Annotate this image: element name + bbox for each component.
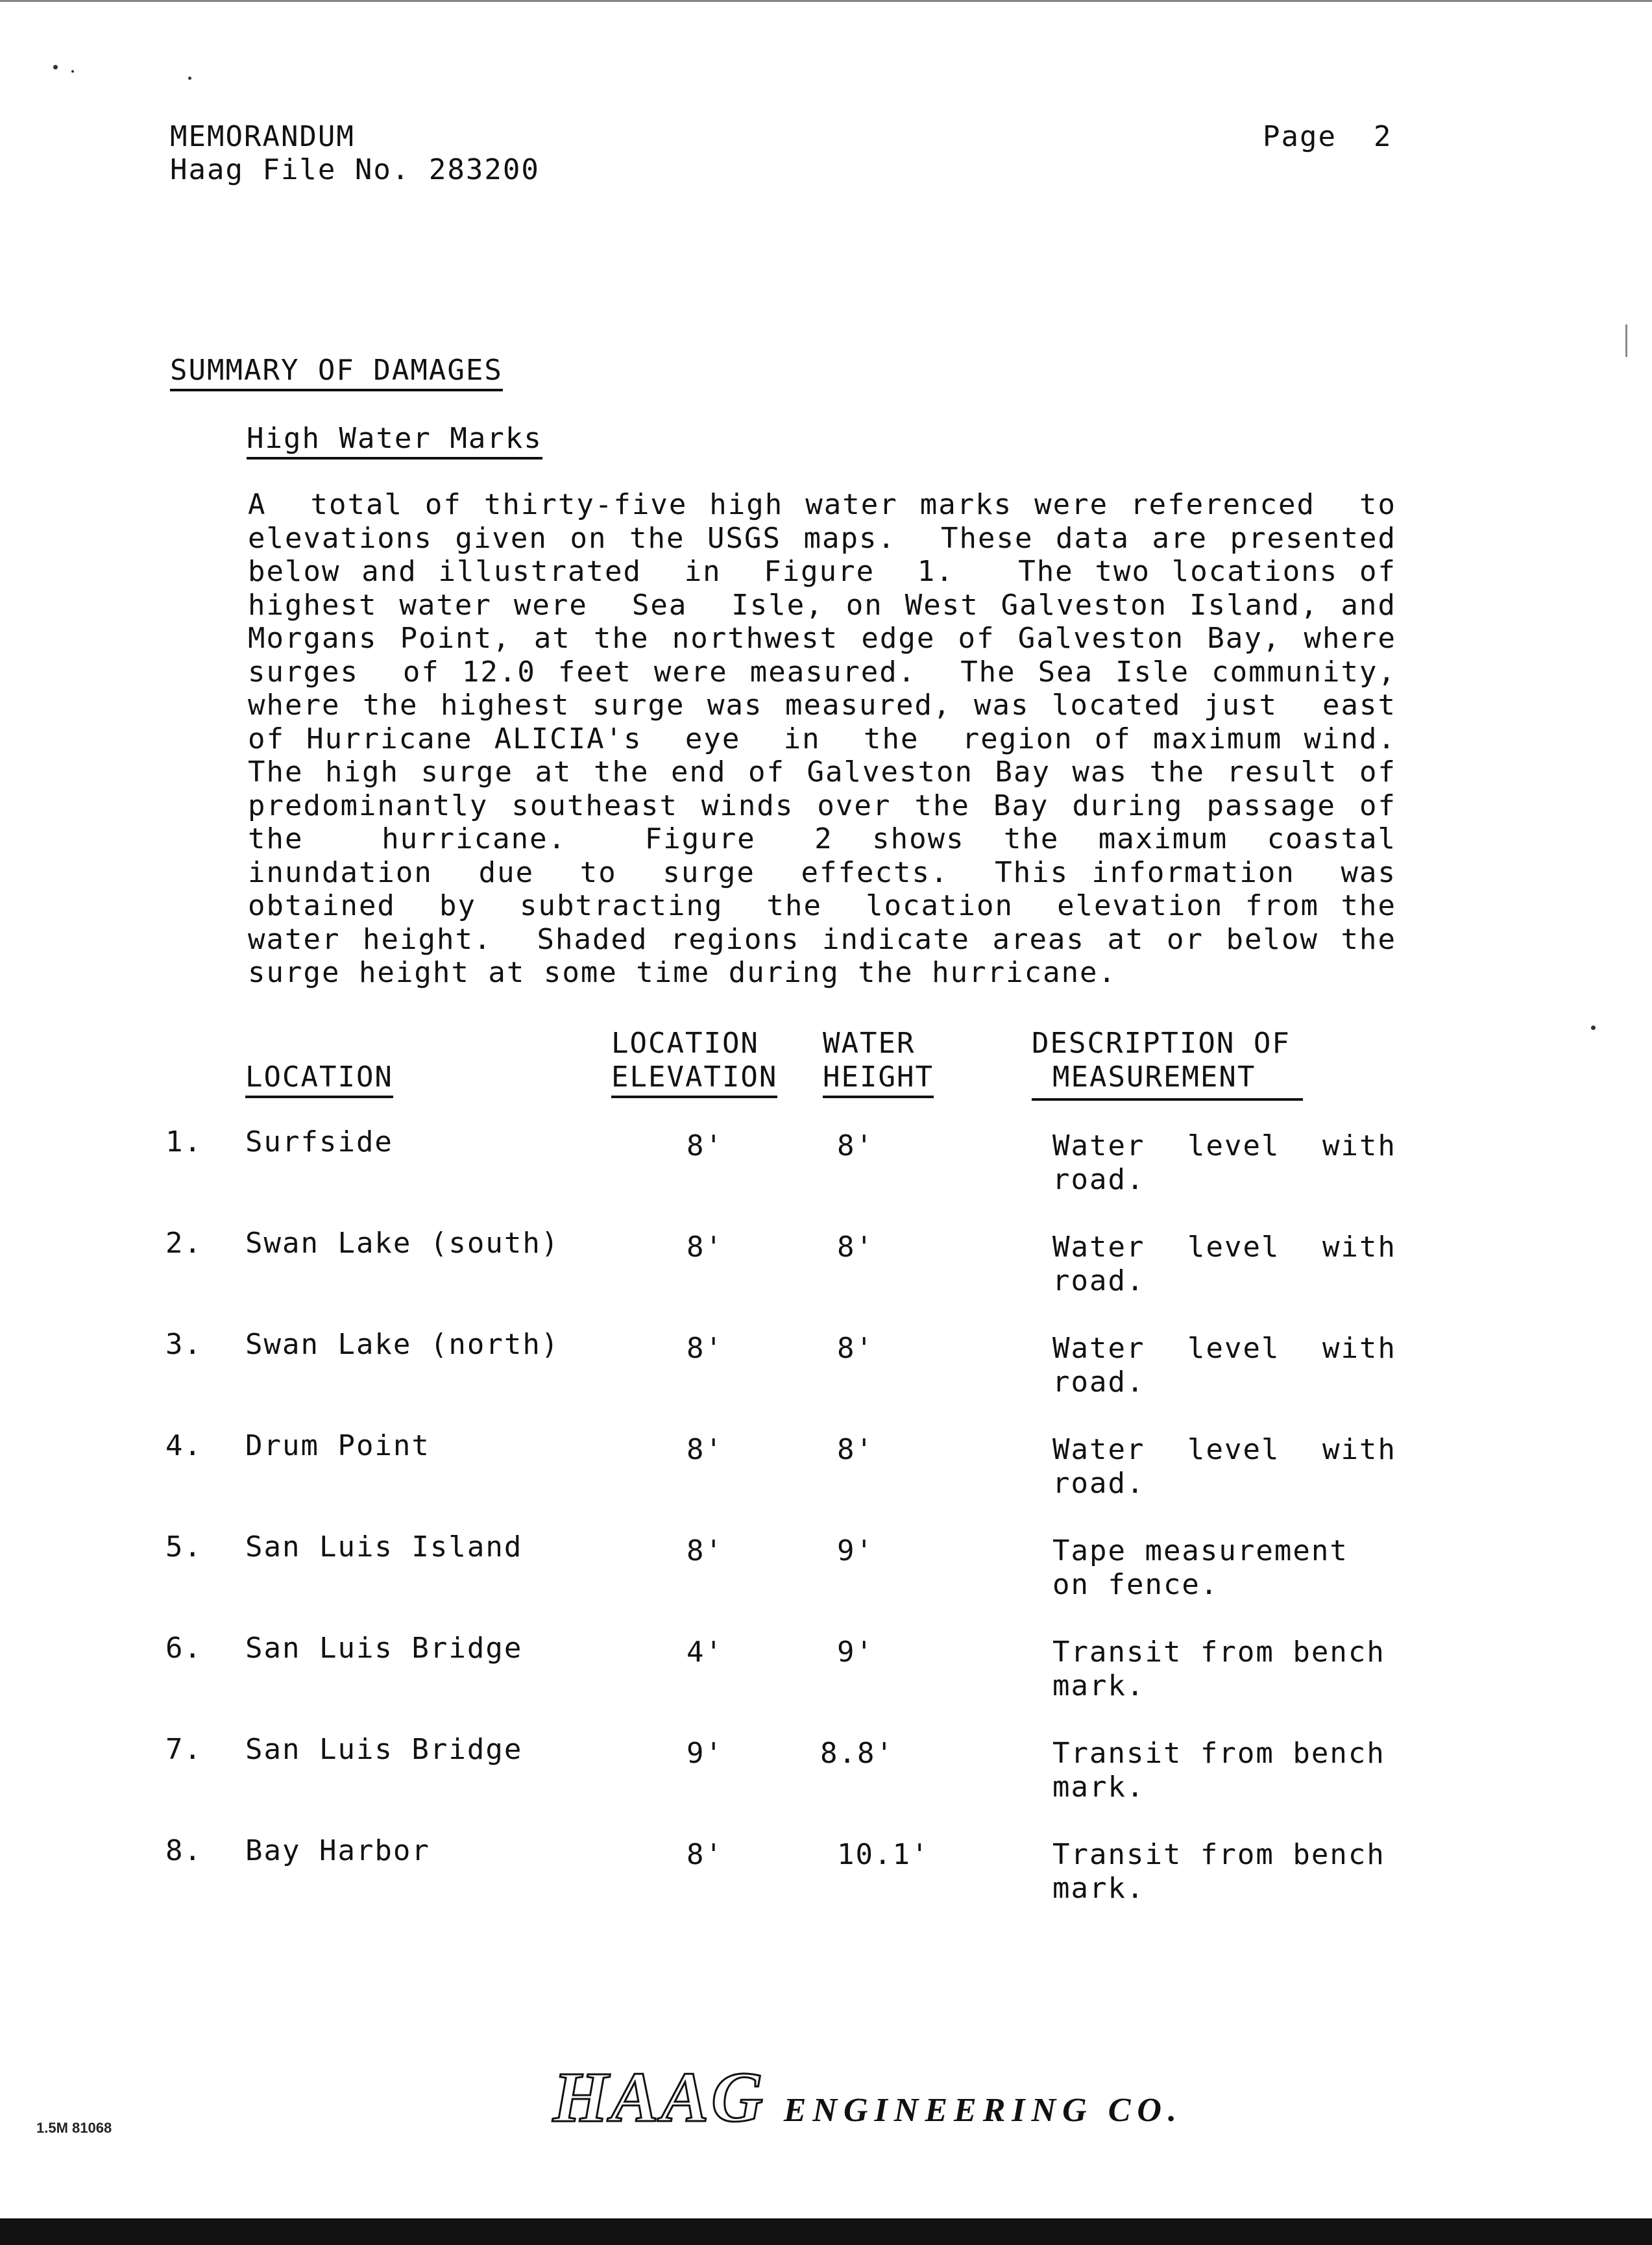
paragraph-line: surge height at some time during the hurricane.: [248, 956, 1117, 989]
row-number: 2.: [165, 1227, 202, 1260]
row-number: 6.: [165, 1632, 202, 1665]
paragraph-line: elevations given on the USGS maps. These data are presented: [248, 521, 1396, 555]
paragraph-line: water height. Shaded regions indicate areas at or below the: [248, 922, 1396, 956]
paragraph-line: where the highest surge was measured, was located just east: [248, 689, 1396, 722]
row-description: Transit from bench mark.: [1052, 1636, 1385, 1702]
row-number: 7.: [165, 1733, 202, 1766]
row-description: Water level with road.: [1052, 1433, 1396, 1500]
company-logo: [542, 2044, 1183, 2150]
row-elevation: 8': [686, 1332, 723, 1365]
paragraph-line: The high surge at the end of Galveston Bay was the result of: [248, 755, 1396, 789]
file-number: Haag File No. 283200: [170, 153, 540, 186]
row-number: 5.: [165, 1530, 202, 1564]
header-desc-line1: DESCRIPTION OF: [1032, 1027, 1291, 1060]
paragraph-line: below and illustrated in Figure 1. The two locations of: [248, 555, 1396, 588]
header-water-line2: HEIGHT: [823, 1061, 934, 1098]
row-description: Water level with road.: [1052, 1231, 1396, 1297]
scan-speck: [71, 70, 74, 73]
scan-edge-line: [1625, 325, 1627, 357]
paragraph-line: surges of 12.0 feet were measured. The Sea Isle community,: [248, 655, 1396, 689]
footer-print-code: 1.5M 81068: [36, 2120, 112, 2136]
row-elevation: 8': [686, 1129, 723, 1162]
summary-paragraph: [248, 488, 1396, 990]
row-water-height: 8': [837, 1332, 874, 1365]
header-water-line1: WATER: [823, 1027, 916, 1060]
row-location: San Luis Bridge: [245, 1632, 523, 1665]
row-location: Drum Point: [245, 1429, 430, 1462]
row-location: San Luis Bridge: [245, 1733, 523, 1766]
row-water-height: 8': [837, 1129, 874, 1162]
section-subtitle: High Water Marks: [247, 422, 542, 460]
paragraph-line: highest water were Sea Isle, on West Galveston Island, and: [248, 588, 1396, 622]
paragraph-line: the hurricane. Figure 2 shows the maximum coastal: [248, 822, 1396, 855]
row-description: Tape measurement on fence.: [1052, 1534, 1348, 1601]
scan-speck: [188, 77, 191, 80]
row-number: 1.: [165, 1125, 202, 1159]
row-water-height: 8': [837, 1433, 874, 1466]
row-location: Surfside: [245, 1125, 393, 1159]
row-elevation: 8': [686, 1231, 723, 1264]
row-elevation: 4': [686, 1636, 723, 1669]
paragraph-line: of Hurricane ALICIA's eye in the region of maximum wind.: [248, 722, 1396, 755]
paragraph-line: A total of thirty-five high water marks were referenced to: [248, 488, 1396, 521]
row-description: Transit from bench mark.: [1052, 1838, 1385, 1905]
header-elevation-line1: LOCATION: [611, 1027, 759, 1060]
paragraph-line: Morgans Point, at the northwest edge of Galveston Bay, where: [248, 622, 1396, 655]
row-description: Water level with road.: [1052, 1129, 1396, 1196]
row-elevation: 8': [686, 1838, 723, 1871]
scan-bottom-edge: [0, 2218, 1652, 2245]
header-desc-underline: [1032, 1098, 1303, 1101]
row-location: San Luis Island: [245, 1530, 523, 1564]
row-location: Bay Harbor: [245, 1834, 430, 1867]
logo-haag-text: HAAG: [553, 2057, 766, 2137]
row-water-height: 9': [837, 1636, 874, 1669]
row-location: Swan Lake (south): [245, 1227, 560, 1260]
row-location: Swan Lake (north): [245, 1328, 560, 1361]
row-elevation: 8': [686, 1534, 723, 1567]
row-elevation: 9': [686, 1737, 723, 1770]
row-water-height: 8.8': [820, 1737, 894, 1770]
scan-edge-line: [0, 0, 1652, 2]
row-description: Water level with road.: [1052, 1332, 1396, 1399]
row-description: Transit from bench mark.: [1052, 1737, 1385, 1804]
paragraph-line: obtained by subtracting the location elevation from the: [248, 889, 1396, 922]
page-number: Page 2: [1263, 120, 1392, 153]
section-title: SUMMARY OF DAMAGES: [170, 354, 503, 391]
paragraph-line: inundation due to surge effects. This information was: [248, 855, 1396, 889]
row-number: 4.: [165, 1429, 202, 1462]
row-water-height: 10.1': [837, 1838, 930, 1871]
header-elevation-line2: ELEVATION: [611, 1061, 777, 1098]
header-desc-line2: MEASUREMENT: [1052, 1061, 1256, 1094]
row-elevation: 8': [686, 1433, 723, 1466]
header-location: LOCATION: [245, 1061, 393, 1098]
row-water-height: 8': [837, 1231, 874, 1264]
row-number: 8.: [165, 1834, 202, 1867]
row-water-height: 9': [837, 1534, 874, 1567]
memo-label: MEMORANDUM: [170, 120, 355, 153]
scan-speck: [1591, 1025, 1596, 1030]
logo-engineering-text: ENGINEERING CO.: [783, 2092, 1183, 2129]
row-number: 3.: [165, 1328, 202, 1361]
paragraph-line: predominantly southeast winds over the Bay during passage of: [248, 789, 1396, 822]
scan-speck: [53, 65, 58, 69]
